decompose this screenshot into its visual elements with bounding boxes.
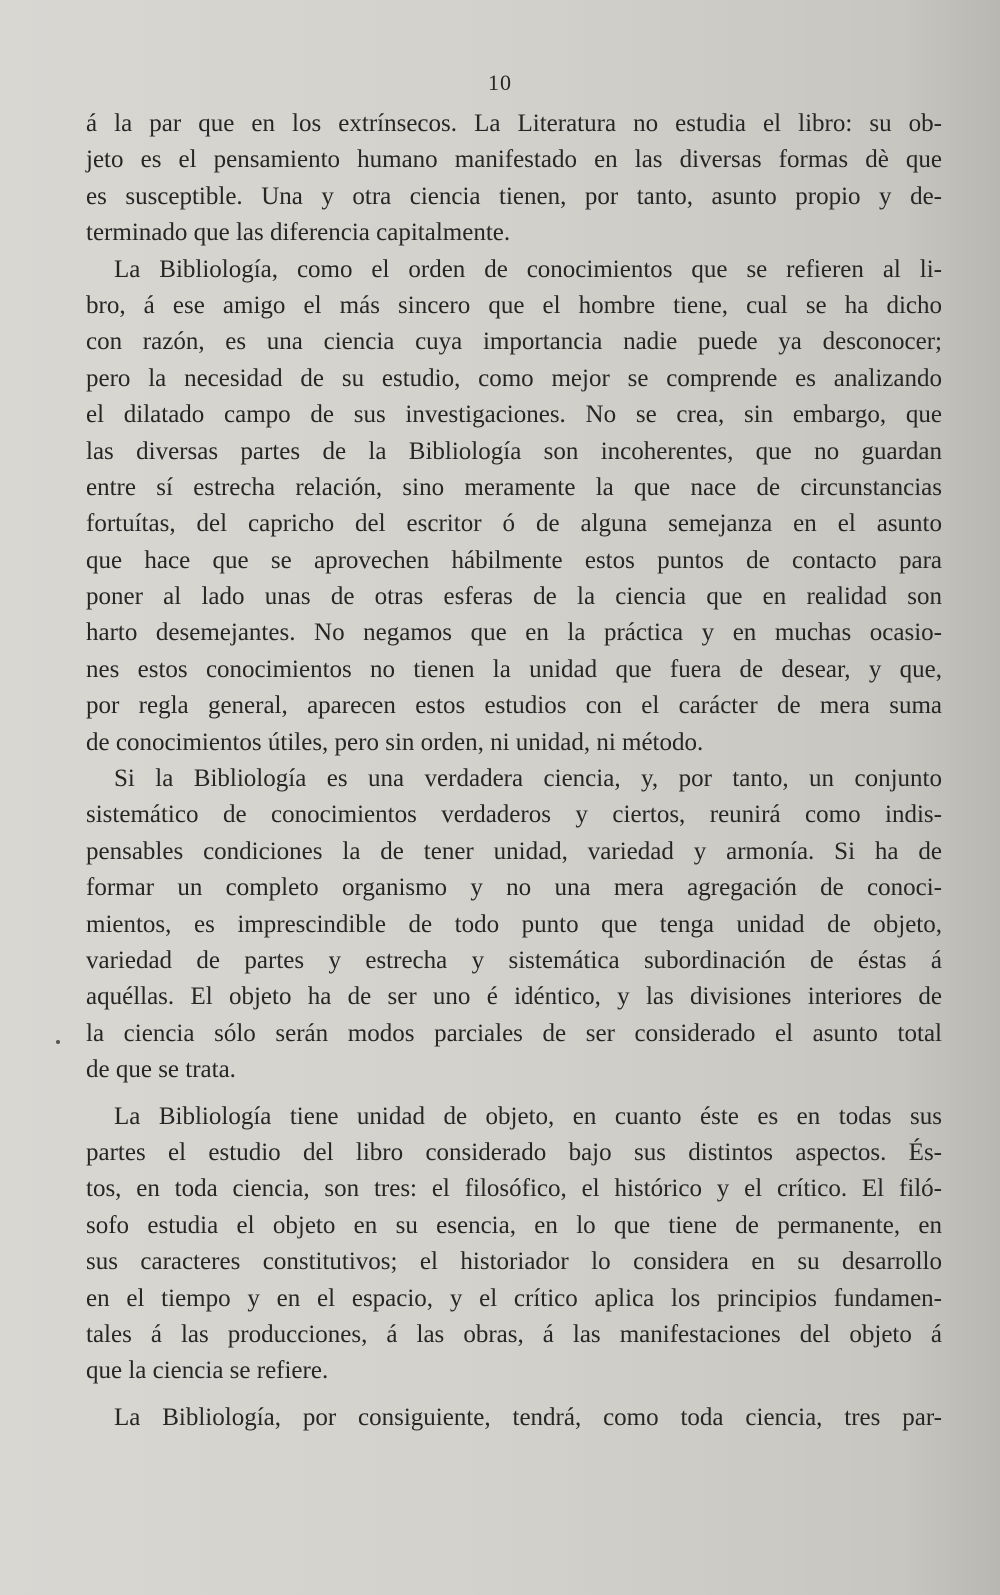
text-line: de que se trata. (86, 1056, 236, 1084)
page-number: 10 (488, 70, 512, 95)
text-line: La Bibliología, por consiguiente, tendrá, como toda ciencia, tres par- (114, 1403, 942, 1431)
text-line: á la par que en los extrínsecos. La Literatura no estudia el libro: su ob- (86, 110, 942, 137)
text-line: terminado que las diferencia capitalmente. (86, 219, 511, 247)
text-line: las diversas partes de la Bibliología son incoherentes, que no guardan (86, 437, 942, 465)
paragraph-gap (86, 1390, 942, 1400)
text-line: de conocimientos útiles, pero sin orden, ni unidad, ni método. (86, 728, 704, 756)
text-line: sofo estudia el objeto en su esencia, en lo que tiene de permanente, en (86, 1211, 942, 1239)
text-line: el dilatado campo de sus investigaciones. No se crea, sin embargo, que (86, 401, 942, 429)
paragraph-1 (86, 106, 942, 252)
text-line: tales á las producciones, á las obras, á las manifestaciones del objeto á (86, 1320, 942, 1348)
text-line: es susceptible. Una y otra ciencia tienen, por tanto, asunto propio y de- (86, 182, 942, 210)
paragraph-4 (86, 1099, 942, 1390)
text-line: jeto es el pensamiento humano manifestado en las diversas formas dè que (86, 146, 942, 174)
text-line: aquéllas. El objeto ha de ser uno é idéntico, y las divisiones interiores de (86, 983, 942, 1011)
text-line: tos, en toda ciencia, son tres: el filosófico, el histórico y el crítico. El filó- (86, 1175, 942, 1203)
text-line: harto desemejantes. No negamos que en la práctica y en muchas ocasio- (86, 619, 942, 647)
text-line: entre sí estrecha relación, sino meramente la que nace de circunstancias (86, 473, 942, 501)
text-line: por regla general, aparecen estos estudios con el carácter de mera suma (86, 692, 942, 720)
text-line: formar un completo organismo y no una mera agregación de conoci- (86, 874, 942, 902)
text-line: sistemático de conocimientos verdaderos y ciertos, reunirá como indis- (86, 801, 942, 829)
text-line: pensables condiciones la de tener unidad, variedad y armonía. Si ha de (86, 837, 942, 865)
paragraph-5 (86, 1400, 942, 1436)
text-line: partes el estudio del libro considerado bajo sus distintos aspectos. És- (86, 1138, 942, 1166)
text-line: La Bibliología, como el orden de conocimientos que se refieren al li- (114, 255, 942, 283)
text-line: variedad de partes y estrecha y sistemática subordinación de éstas á (86, 946, 942, 974)
text-line: mientos, es imprescindible de todo punto que tenga unidad de objeto, (86, 910, 942, 938)
text-line: pero la necesidad de su estudio, como mejor se comprende es analizando (86, 364, 942, 392)
text-line: bro, á ese amigo el más sincero que el hombre tiene, cual se ha dicho (86, 291, 942, 319)
paragraph-3 (86, 761, 942, 1089)
text-line: que la ciencia se refiere. (86, 1357, 329, 1385)
text-line: Si la Bibliología es una verdadera ciencia, y, por tanto, un conjunto (114, 765, 942, 793)
text-line: nes estos conocimientos no tienen la unidad que fuera de desear, y que, (86, 655, 942, 683)
text-line: en el tiempo y en el espacio, y el crítico aplica los principios fundamen- (86, 1284, 942, 1312)
text-line: La Bibliología tiene unidad de objeto, en cuanto éste es en todas sus (114, 1102, 942, 1130)
text-line: la ciencia sólo serán modos parciales de ser considerado el asunto total (86, 1019, 942, 1047)
text-line: sus caracteres constitutivos; el historiador lo considera en su desarrollo (86, 1248, 942, 1276)
paragraph-gap (86, 1089, 942, 1099)
body-text (86, 106, 942, 1436)
margin-dot (56, 1040, 60, 1044)
text-line: con razón, es una ciencia cuya importancia nadie puede ya desconocer; (86, 328, 942, 356)
paragraph-2 (86, 252, 942, 761)
text-line: poner al lado unas de otras esferas de la ciencia que en realidad son (86, 583, 942, 611)
text-line: fortuítas, del capricho del escritor ó de alguna semejanza en el asunto (86, 510, 942, 538)
text-line: que hace que se aprovechen hábilmente estos puntos de contacto para (86, 546, 942, 574)
